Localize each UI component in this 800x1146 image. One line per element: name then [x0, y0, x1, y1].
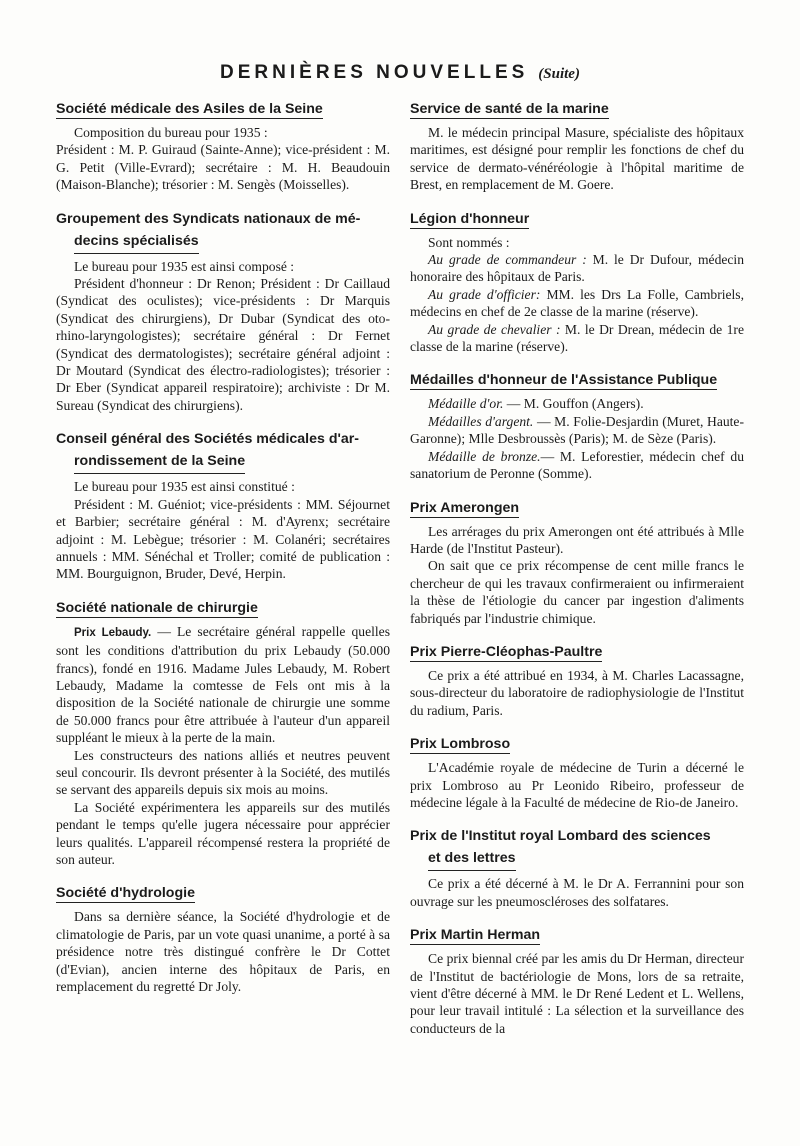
- masthead-suite: (Suite): [538, 66, 580, 82]
- paragraph: Le bureau pour 1935 est ainsi composé :: [74, 258, 295, 274]
- section-heading: Société médicale des Asiles de la Seine: [56, 101, 323, 117]
- section-heading: Légion d'honneur: [410, 210, 530, 227]
- paragraph: L'Académie royale de médecine de Turin a décerné le prix Lombroso au Pr Leonido Ribeiro, professeur de médecine légale à la Faculté de médecine de Rio-de Janeiro.: [410, 760, 744, 810]
- section-institut-lombard: [410, 825, 744, 910]
- paragraph: Au grade de chevalier : M. le Dr Drean, médecin de 1re classe de la marine (réserve).: [410, 321, 744, 355]
- section-syndicats-nationaux: [56, 208, 390, 415]
- paragraph: Ce prix biennal créé par les amis du Dr Herman, directeur de l'Institut de bactériologie de Mons, lors de sa retraite, vient d'être décerné à MM. le Dr René Ledent et L. Wellens, pour leur travail intitulé : La sélection et la surveillance des conducteurs de la: [410, 951, 744, 1036]
- section-conseil-general: [56, 428, 390, 582]
- section-heading: Prix Martin Herman: [410, 927, 541, 944]
- paragraph: Sont nommés :: [428, 234, 510, 250]
- right-column: [410, 98, 744, 1051]
- section-societe-chirurgie: [56, 597, 390, 869]
- left-column: [56, 98, 390, 1009]
- section-heading: Prix Pierre-Cléophas-Paultre: [410, 643, 603, 660]
- paragraph: Médailles d'argent. — M. Folie-Desjardin (Muret, Haute-Garonne); Mlle Desbroussès (Paris); M. de Sèze (Paris).: [410, 413, 744, 447]
- section-heading: Conseil général des Sociétés médicales d'ar- rondissement de la Seine: [56, 428, 390, 474]
- paragraph: Médaille de bronze.— M. Leforestier, médecin chef du sanatorium de Peronne (Somme).: [410, 448, 744, 482]
- section-societe-hydrologie: [56, 882, 390, 995]
- paragraph: Ce prix a été attribué en 1934, à M. Charles Lacassagne, sous-directeur du laboratoire de radiophysiologie de l'Institut du radium, Paris.: [410, 667, 744, 718]
- section-prix-martin-herman: [410, 924, 744, 1037]
- section-asiles-seine: [56, 98, 390, 194]
- section-sante-marine: [410, 98, 744, 194]
- section-prix-lombroso: [410, 733, 744, 811]
- paragraph: Président : M. P. Guiraud (Sainte-Anne); vice-président : M. G. Petit (Ville-Evrard); secrétaire : M. H. Beaudouin (Maison-Blanche); trésorier : M. Sengès (Moisselles).: [56, 142, 390, 193]
- section-heading: Société d'hydrologie: [56, 885, 195, 902]
- section-heading: Médailles d'honneur de l'Assistance Publique: [410, 372, 718, 389]
- paragraph: Président : M. Guéniot; vice-présidents : MM. Séjournet et Barbier; secrétaire général : M. d'Ayrenx; secrétaire adjoint : M. Lebègue; trésorier : M. Colanéri; secrétaires annuels : MM. Sénéchal et Troller; comité de publication : MM. Bourguignon, Bruder, Devé, Herpin.: [56, 496, 390, 582]
- section-heading: Société nationale de chirurgie: [56, 599, 258, 616]
- paragraph: On sait que ce prix récompense de cent mille francs le chercheur de qui les travaux confirmeraient ou infirmeraient la thèse de l'étiologie du cancer par ingestion d'aliments fabriqués par l'industrie chimique.: [410, 558, 744, 626]
- paragraph: M. le médecin principal Masure, spécialiste des hôpitaux maritimes, est désigné pour remplir les fonctions de chef du service de dermato-vénéréologie à l'hôpital maritime de Brest, en remplacement de M. Goere.: [410, 125, 744, 193]
- section-heading: Groupement des Syndicats nationaux de mé- decins spécialisés: [56, 208, 390, 254]
- masthead-title: DERNIÈRES NOUVELLES: [220, 62, 529, 83]
- section-medailles-assistance: [410, 369, 744, 482]
- paragraph: Au grade de commandeur : M. le Dr Dufour, médecin honoraire des hôpitaux de Paris.: [410, 252, 745, 285]
- paragraph: Composition du bureau pour 1935 :: [74, 125, 268, 140]
- paragraph: Dans sa dernière séance, la Société d'hydrologie et de climatologie de Paris, par un vote quasi unanime, a porté à sa présidence notre très distingué confrère le Dr Cottet (d'Evian), ancien interne des hôpitaux de Paris, en remplacement du regretté Dr Joly.: [56, 909, 390, 995]
- prix-lebaudy-lead: Prix Lebaudy.: [74, 626, 152, 639]
- paragraph: Ce prix a été décerné à M. le Dr A. Ferrannini pour son ouvrage sur les pneumoscléroses des solfatares.: [410, 876, 744, 909]
- section-heading: Service de santé de la marine: [410, 101, 609, 117]
- section-heading: Prix de l'Institut royal Lombard des sciences et des lettres: [410, 825, 744, 871]
- paragraph: Au grade d'officier: MM. les Drs La Folle, Cambriels, médecins en chef de 2e classe de la marine (réserve).: [410, 286, 744, 320]
- section-legion-honneur: [410, 208, 744, 356]
- paragraph: Les arrérages du prix Amerongen ont été attribués à Mlle Harde (de l'Institut Pasteur).: [410, 523, 744, 556]
- paragraph: Médaille d'or. — M. Gouffon (Angers).: [428, 396, 644, 412]
- section-prix-amerongen: [410, 497, 744, 627]
- paragraph: Président d'honneur : Dr Renon; Président : Dr Caillaud (Syndicat des oculistes); vice-présidents : Dr Marquis (Syndicat des chirurgiens), Dr Dubar (Syndicat des oto-rhino-laryngologistes); secrétaire général : Dr Fernet (Syndicat des dermatologistes); secrétaire général adjoint : Dr Moutard (Syndicat des électro-radiologistes); trésorier : Dr Eber (Syndicat appareil respiratoire); archiviste : Dr M. Sureau (Syndicat des chirurgiens).: [56, 276, 390, 413]
- masthead: [0, 62, 800, 84]
- section-heading: Prix Amerongen: [410, 499, 520, 516]
- paragraph: Les constructeurs des nations alliés et neutres peuvent seul concourir. Ils devront présenter à la Société, des mutilés se servant des appareils depuis six mois au moins.: [56, 747, 390, 798]
- paragraph: Le bureau pour 1935 est ainsi constitué :: [74, 479, 295, 495]
- section-prix-paultre: [410, 641, 744, 719]
- paragraph: Prix Lebaudy. — Le secrétaire général rappelle quelles sont les conditions d'attribution du prix Lebaudy (50.000 francs), fondé en 1916. Madame Jules Lebaudy, M. Robert Lebaudy, Madame la comtesse de Fels ont mis à la disposition de la Société nationale de chirurgie une somme de 50.000 francs pour être attribuée à l'auteur d'un appareil suppléant le mieux à la perte de la main.: [56, 623, 390, 746]
- section-heading: Prix Lombroso: [410, 736, 511, 753]
- paragraph: La Société expérimentera les appareils sur des mutilés pendant le temps qu'elle jugera nécessaire pour apprécier leurs qualités. L'appareil récompensé restera la propriété de son auteur.: [56, 799, 390, 867]
